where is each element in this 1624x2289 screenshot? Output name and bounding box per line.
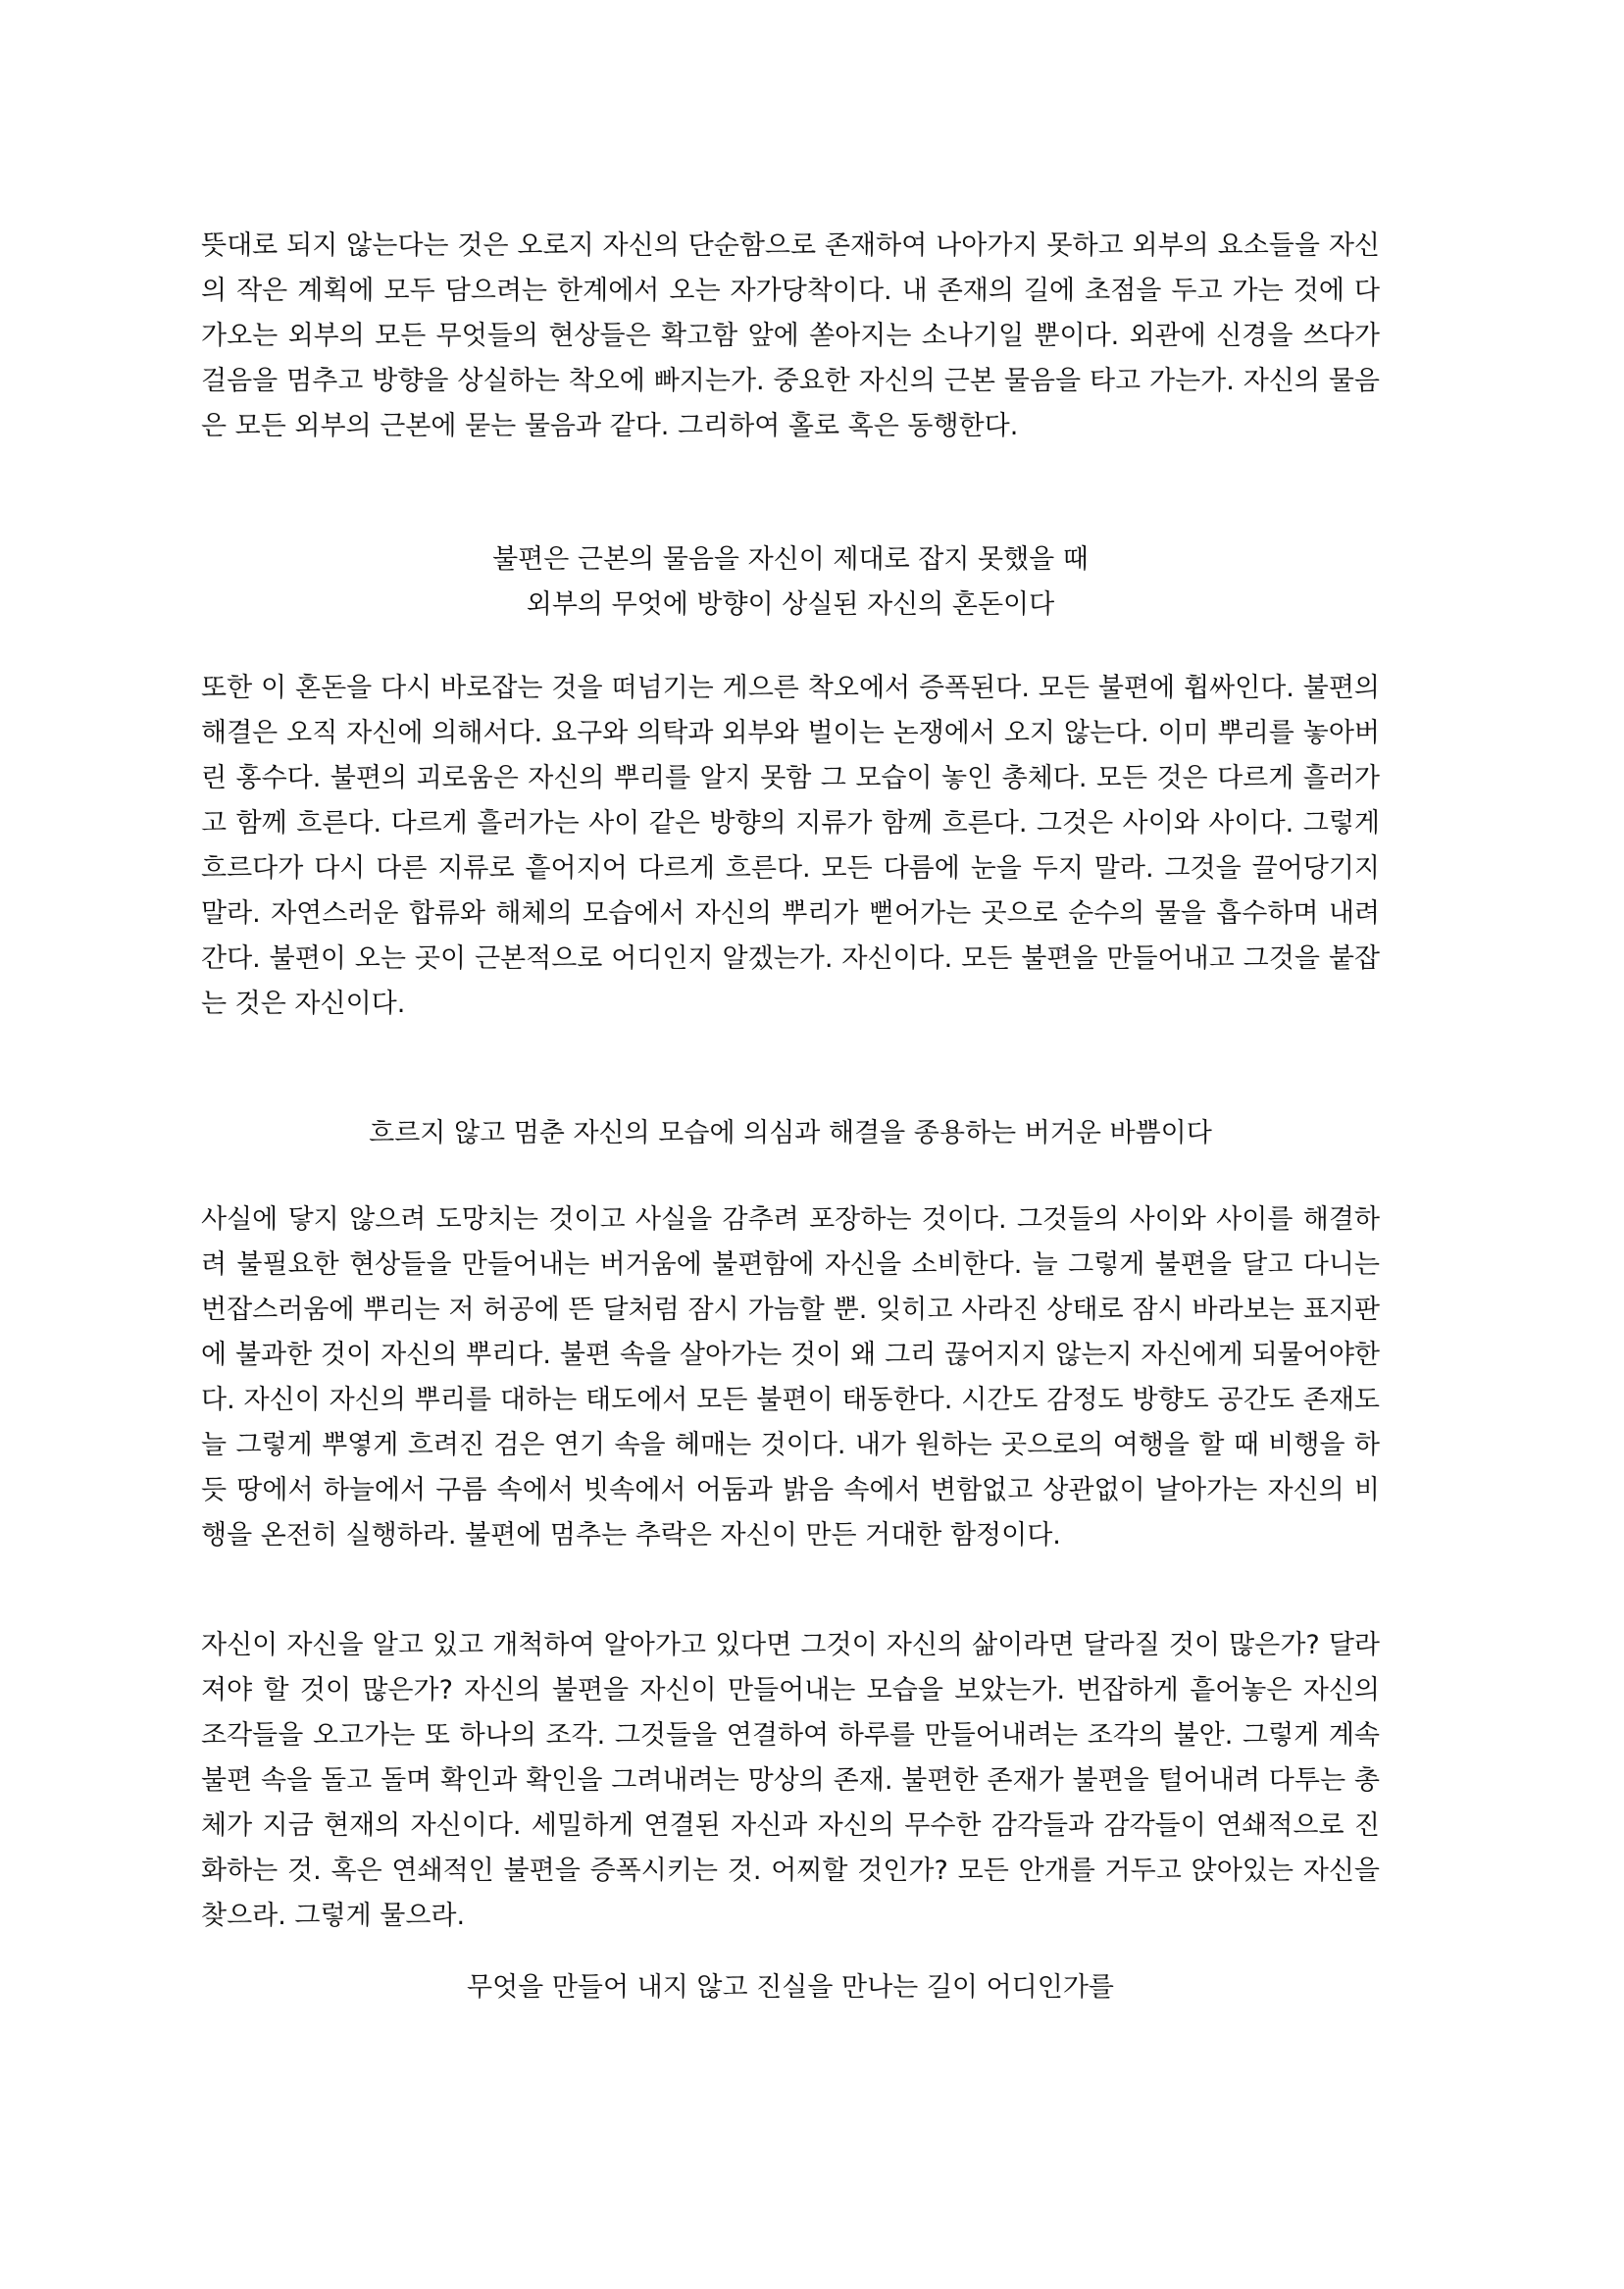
- paragraph-4: [201, 1623, 1380, 1939]
- paragraph-2-text: 또한 이 혼돈을 다시 바로잡는 것을 떠넘기는 게으른 착오에서 증폭된다. 모든 불편에 휩싸인다. 불편의 해결은 오직 자신에 의해서다. 요구와 의탁과 외부와 벌이는 논쟁에서 오지 않는다. 이미 뿌리를 놓아버린 홍수다. 불편의 괴로움은 자신의 뿌리를 알지 못함 그 모습이 놓인 총체다. 모든 것은 다르게 흘러가고 함께 흐른다. 다르게 흘러가는 사이 같은 방향의 지류가 함께 흐른다. 그것은 사이와 사이다. 그렇게 흐르다가 다시 다른 지류로 흩어지어 다르게 흐른다. 모든 다름에 눈을 두지 말라. 그것을 끌어당기지 말라. 자연스러운 합류와 해체의 모습에서 자신의 뿌리가 뻗어가는 곳으로 순수의 물을 흡수하며 내려간다. 불편이 오는 곳이 근본적으로 어디인지 알겠는가. 자신이다. 모든 불편을 만들어내고 그것을 붙잡는 것은 자신이다.: [201, 673, 1380, 1019]
- quote-3-text: 무엇을 만들어 내지 않고 진실을 만나는 길이 어디인가를: [467, 1972, 1114, 2003]
- paragraph-3: [201, 1197, 1380, 1558]
- paragraph-1-text: 뜻대로 되지 않는다는 것은 오로지 자신의 단순함으로 존재하여 나아가지 못하고 외부의 요소들을 자신의 작은 계획에 모두 담으려는 한계에서 오는 자가당착이다. 내 존재의 길에 초점을 두고 가는 것에 다가오는 외부의 모든 무엇들의 현상들은 확고함 앞에 쏟아지는 소나기일 뿐이다. 외관에 신경을 쓰다가 걸음을 멈추고 방향을 상실하는 착오에 빠지는가. 중요한 자신의 근본 물음을 타고 가는가. 자신의 물음은 모든 외부의 근본에 묻는 물음과 같다. 그리하여 홀로 혹은 동행한다.: [201, 230, 1380, 441]
- paragraph-3-text: 사실에 닿지 않으려 도망치는 것이고 사실을 감추려 포장하는 것이다. 그것들의 사이와 사이를 해결하려 불필요한 현상들을 만들어내는 버거움에 불편함에 자신을 소비한다. 늘 그렇게 불편을 달고 다니는 번잡스러움에 뿌리는 저 허공에 뜬 달처럼 잠시 가늠할 뿐. 잊히고 사라진 상태로 잠시 바라보는 표지판에 불과한 것이 자신의 뿌리다. 불편 속을 살아가는 것이 왜 그리 끊어지지 않는지 자신에게 되물어야한다. 자신이 자신의 뿌리를 대하는 태도에서 모든 불편이 태동한다. 시간도 감정도 방향도 공간도 존재도 늘 그렇게 뿌옇게 흐려진 검은 연기 속을 헤매는 것이다. 내가 원하는 곳으로의 여행을 할 때 비행을 하듯 땅에서 하늘에서 구름 속에서 빗속에서 어둠과 밝음 속에서 변함없고 상관없이 날아가는 자신의 비행을 온전히 실행하라. 불편에 멈추는 추락은 자신이 만든 거대한 함정이다.: [201, 1204, 1380, 1551]
- quote-1: [201, 537, 1380, 628]
- quote-1-line-2: 외부의 무엇에 방향이 상실된 자신의 혼돈이다: [526, 589, 1055, 620]
- quote-1-line-1: 불편은 근본의 물음을 자신이 제대로 잡지 못했을 때: [492, 544, 1089, 575]
- quote-3: [201, 1965, 1380, 2010]
- quote-2-text: 흐르지 않고 멈춘 자신의 모습에 의심과 해결을 종용하는 버거운 바쁨이다: [369, 1118, 1212, 1148]
- quote-2: [201, 1111, 1380, 1156]
- paragraph-2: [201, 666, 1380, 1027]
- paragraph-4-text: 자신이 자신을 알고 있고 개척하여 알아가고 있다면 그것이 자신의 삶이라면 달라질 것이 많은가? 달라져야 할 것이 많은가? 자신의 불편을 자신이 만들어내는 모습을 보았는가. 번잡하게 흩어놓은 자신의 조각들을 오고가는 또 하나의 조각. 그것들을 연결하여 하루를 만들어내려는 조각의 불안. 그렇게 계속 불편 속을 돌고 돌며 확인과 확인을 그려내려는 망상의 존재. 불편한 존재가 불편을 털어내려 다투는 총체가 지금 현재의 자신이다. 세밀하게 연결된 자신과 자신의 무수한 감각들과 감각들이 연쇄적으로 진화하는 것. 혹은 연쇄적인 불편을 증폭시키는 것. 어찌할 것인가? 모든 안개를 거두고 앉아있는 자신을 찾으라. 그렇게 물으라.: [201, 1630, 1380, 1931]
- paragraph-1: [201, 224, 1380, 449]
